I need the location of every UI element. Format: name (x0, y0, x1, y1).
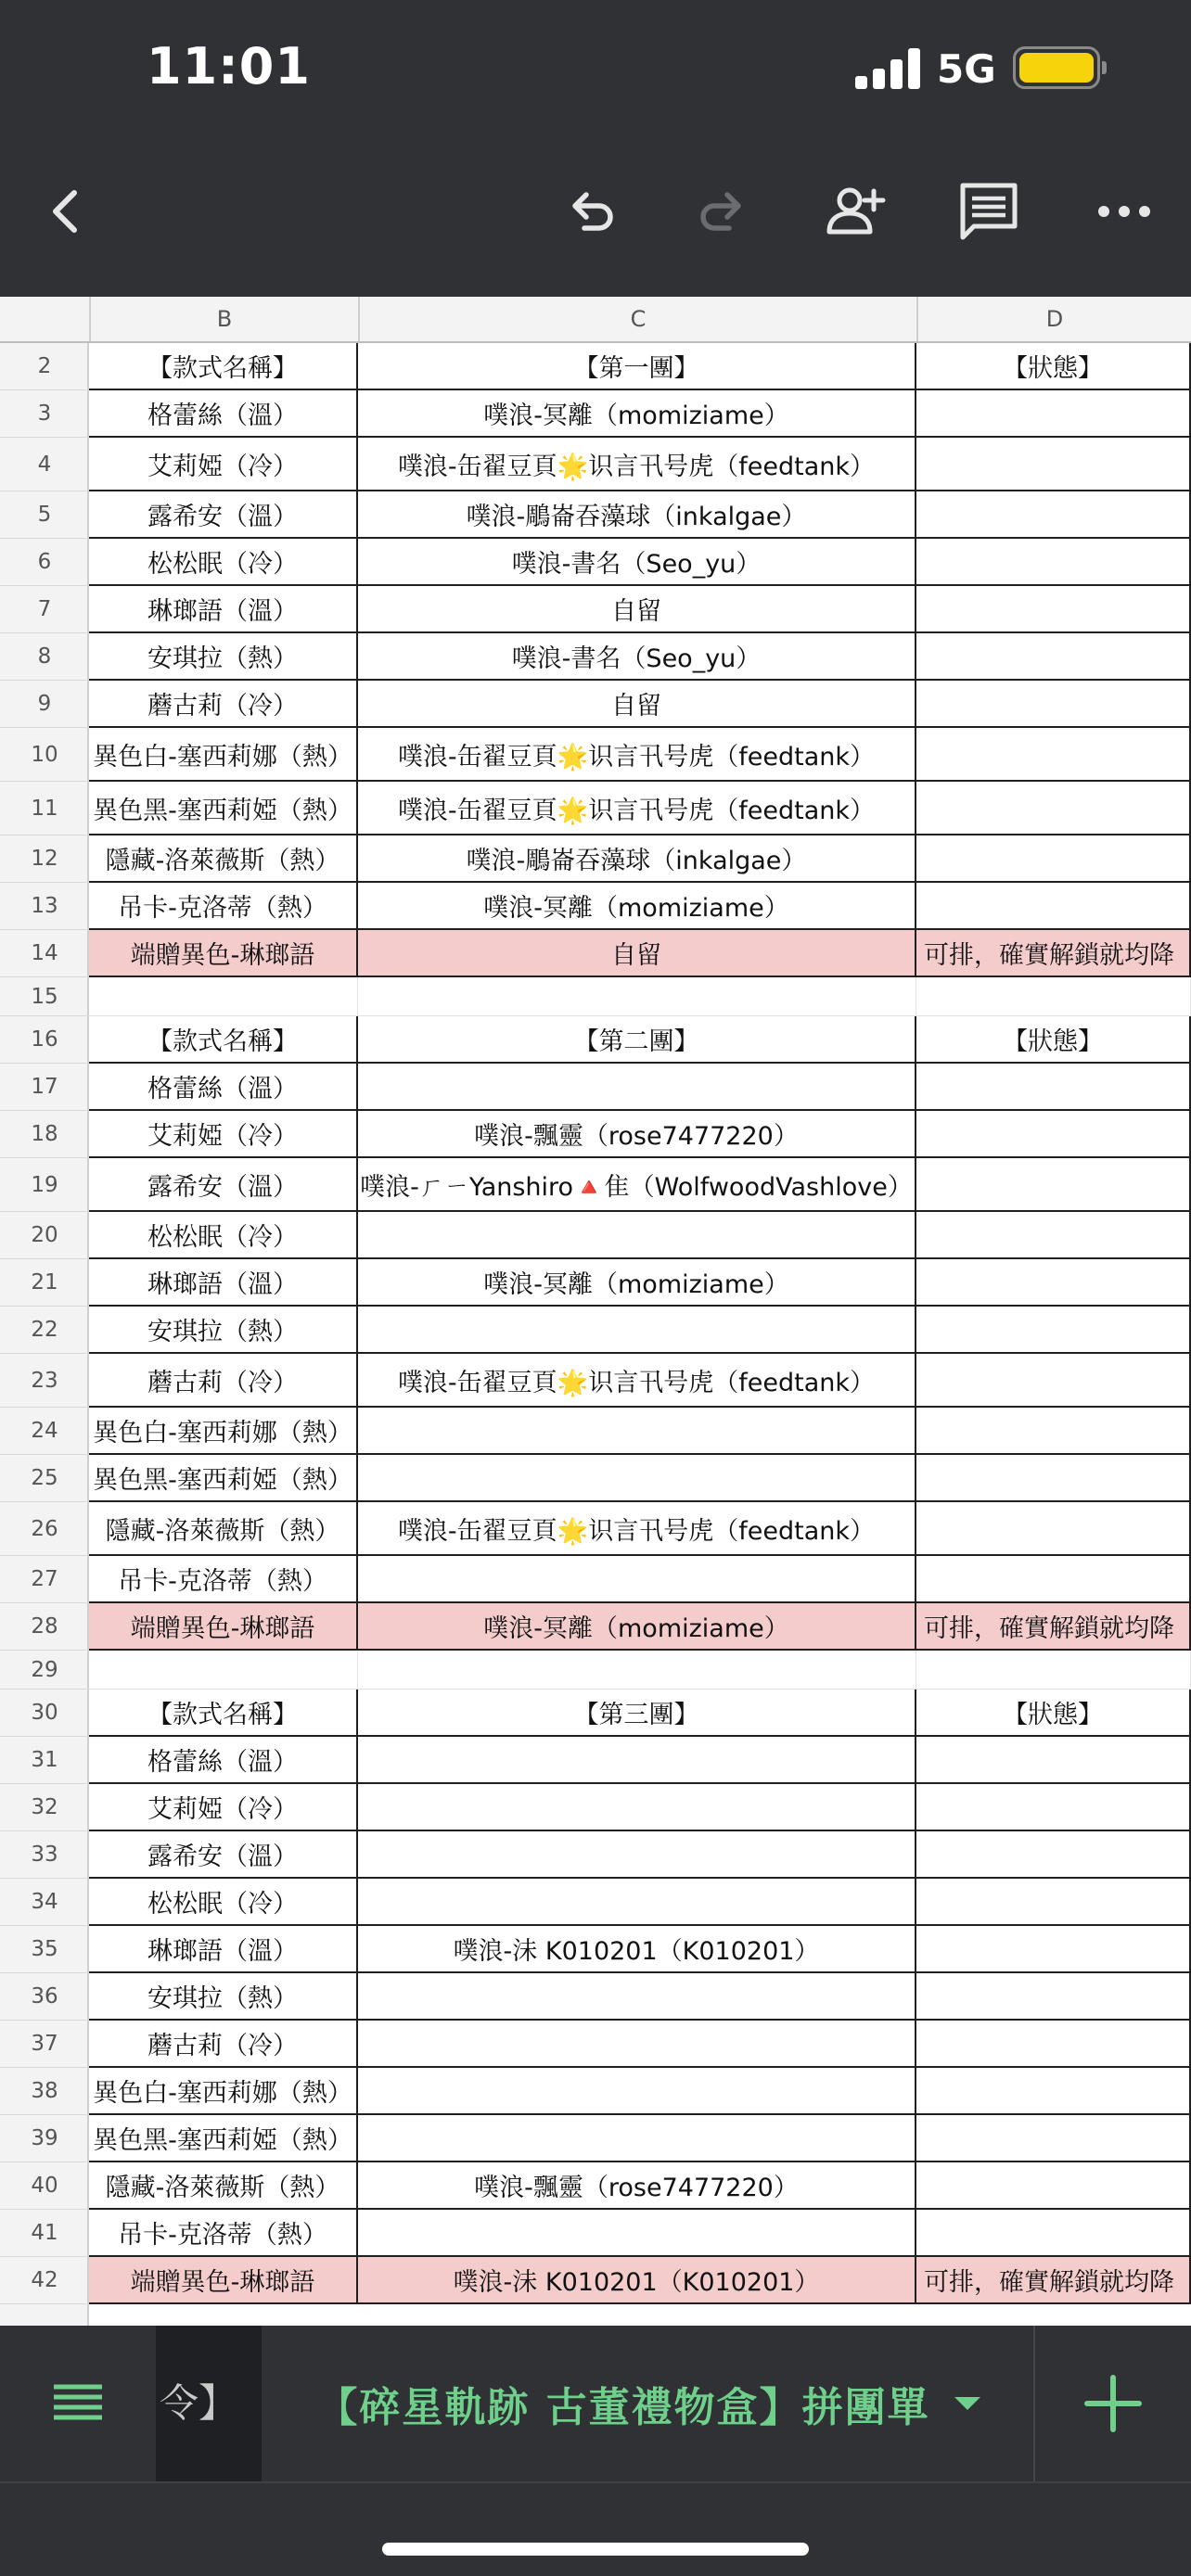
cell-b[interactable]: 安琪拉（熱） (89, 633, 358, 681)
cell-c[interactable]: 【第一團】 (358, 343, 916, 390)
table-row[interactable] (0, 1307, 1191, 1354)
cell-c[interactable]: 噗浪-ㄏㄧYanshiro🔺隹（WolfwoodVashlove） (358, 1158, 916, 1212)
cell-c[interactable] (358, 1408, 916, 1455)
cell-b[interactable]: 異色白-塞西莉娜（熱） (89, 728, 358, 782)
cell-c[interactable] (358, 1879, 916, 1926)
cell-d[interactable] (916, 1831, 1191, 1879)
table-row[interactable] (0, 1354, 1191, 1408)
cell-d[interactable]: 可排，確實解鎖就均降 (916, 2257, 1191, 2304)
active-tab-label: 【碎星軌跡 古董禮物盒】拼團單 (316, 2384, 930, 2431)
table-row[interactable] (0, 586, 1191, 633)
row-number[interactable]: 19 (0, 1158, 89, 1212)
cell-b[interactable]: 露希安（溫） (89, 491, 358, 539)
cell-c[interactable]: 自留 (358, 681, 916, 728)
top-bar (0, 0, 1191, 297)
row-number[interactable]: 39 (0, 2115, 89, 2162)
row-number[interactable]: 2 (0, 343, 89, 390)
cell-b[interactable]: 異色白-塞西莉娜（熱） (89, 1408, 358, 1455)
cell-b[interactable]: 吊卡-克洛蒂（熱） (89, 1556, 358, 1603)
cell-d[interactable] (916, 1408, 1191, 1455)
row-number[interactable]: 24 (0, 1408, 89, 1455)
cell-c[interactable] (358, 2021, 916, 2068)
cell-d[interactable] (916, 977, 1191, 1016)
cell-c[interactable] (358, 2210, 916, 2257)
table-row[interactable] (0, 390, 1191, 438)
home-indicator[interactable] (382, 2543, 809, 2556)
row-number[interactable]: 31 (0, 1737, 89, 1784)
cell-b[interactable]: 【款式名稱】 (89, 1016, 358, 1064)
row-number[interactable]: 14 (0, 930, 89, 977)
column-header-d[interactable]: D (916, 297, 1191, 341)
sheet-rows (0, 343, 1191, 2304)
redo-button[interactable] (690, 178, 757, 245)
row-number[interactable]: 40 (0, 2162, 89, 2210)
tab-previous-sheet[interactable]: 令】 (156, 2326, 262, 2481)
table-row[interactable] (0, 977, 1191, 1016)
row-number[interactable]: 25 (0, 1455, 89, 1502)
more-horizontal-icon (1091, 178, 1158, 245)
cell-c[interactable] (358, 2068, 916, 2115)
cell-d[interactable] (916, 728, 1191, 782)
table-row[interactable] (0, 2068, 1191, 2115)
cell-b[interactable]: 隱藏-洛萊薇斯（熱） (89, 2162, 358, 2210)
chevron-left-icon (33, 178, 100, 245)
row-number[interactable]: 10 (0, 728, 89, 782)
share-button[interactable] (822, 178, 889, 245)
table-row[interactable] (0, 438, 1191, 491)
cell-d[interactable] (916, 2210, 1191, 2257)
cell-c[interactable] (358, 1212, 916, 1259)
cell-d[interactable] (916, 2068, 1191, 2115)
cellular-signal-icon (855, 48, 922, 89)
cell-d[interactable]: 【狀態】 (916, 1016, 1191, 1064)
add-sheet-button[interactable] (1082, 2372, 1145, 2435)
cell-b[interactable]: 安琪拉（熱） (89, 1973, 358, 2021)
row-number[interactable]: 26 (0, 1502, 89, 1556)
cell-d[interactable] (916, 1111, 1191, 1158)
row-number[interactable]: 37 (0, 2021, 89, 2068)
cell-d[interactable] (916, 586, 1191, 633)
table-row[interactable] (0, 1259, 1191, 1307)
redo-icon (690, 178, 757, 245)
table-row[interactable] (0, 1455, 1191, 1502)
cell-d[interactable] (916, 1455, 1191, 1502)
table-row[interactable] (0, 1158, 1191, 1212)
cell-c[interactable] (358, 1737, 916, 1784)
table-row[interactable] (0, 491, 1191, 539)
cell-b[interactable]: 艾莉婭（冷） (89, 1111, 358, 1158)
row-number[interactable]: 11 (0, 782, 89, 835)
cell-b[interactable]: 琳瑯語（溫） (89, 586, 358, 633)
table-row[interactable] (0, 2162, 1191, 2210)
tab-strip (0, 2326, 1191, 2483)
cell-b[interactable]: 露希安（溫） (89, 1831, 358, 1879)
cell-c[interactable]: 噗浪-飄靈（rose7477220） (358, 2162, 916, 2210)
row-number[interactable]: 13 (0, 883, 89, 930)
row-number[interactable]: 6 (0, 539, 89, 586)
table-row[interactable] (0, 2021, 1191, 2068)
cell-c[interactable] (358, 1784, 916, 1831)
sheet-list-button[interactable] (48, 2374, 108, 2433)
cell-d[interactable] (916, 1651, 1191, 1690)
cell-d[interactable] (916, 1212, 1191, 1259)
cell-c[interactable]: 自留 (358, 586, 916, 633)
column-header-b[interactable]: B (89, 297, 358, 341)
cell-b[interactable]: 琳瑯語（溫） (89, 1259, 358, 1307)
cell-d[interactable] (916, 2162, 1191, 2210)
cell-c[interactable]: 噗浪-冥離（momiziame） (358, 1603, 916, 1651)
cell-b[interactable]: 端贈異色-琳瑯語 (89, 2257, 358, 2304)
cell-b[interactable]: 艾莉婭（冷） (89, 1784, 358, 1831)
row-number[interactable]: 7 (0, 586, 89, 633)
battery-icon (1013, 46, 1100, 89)
table-row[interactable] (0, 681, 1191, 728)
row-number[interactable]: 9 (0, 681, 89, 728)
row-number[interactable]: 28 (0, 1603, 89, 1651)
column-header-c[interactable]: C (358, 297, 916, 341)
row-number[interactable]: 12 (0, 835, 89, 883)
table-row[interactable] (0, 835, 1191, 883)
row-number[interactable]: 32 (0, 1784, 89, 1831)
table-row[interactable] (0, 1502, 1191, 1556)
cell-c[interactable]: 噗浪-缶翟豆頁🌟识言卂号虎（feedtank） (358, 438, 916, 491)
column-header-bar (0, 297, 1191, 343)
table-row[interactable] (0, 1879, 1191, 1926)
table-row[interactable] (0, 1784, 1191, 1831)
cell-b[interactable]: 【款式名稱】 (89, 1690, 358, 1737)
table-row[interactable] (0, 1111, 1191, 1158)
tab-active-sheet[interactable] (263, 2326, 1033, 2481)
row-number[interactable]: 23 (0, 1354, 89, 1408)
cell-d[interactable] (916, 1158, 1191, 1212)
cell-d[interactable] (916, 1784, 1191, 1831)
table-row[interactable] (0, 1408, 1191, 1455)
row-number[interactable]: 29 (0, 1651, 89, 1690)
undo-icon (557, 178, 623, 245)
cell-d[interactable] (916, 681, 1191, 728)
cell-c[interactable]: 【第三團】 (358, 1690, 916, 1737)
cell-d[interactable] (916, 2021, 1191, 2068)
cell-d[interactable]: 可排，確實解鎖就均降 (916, 930, 1191, 977)
table-row[interactable] (0, 1690, 1191, 1737)
cell-c[interactable]: 噗浪-鵰崙吞藻球（inkalgae） (358, 835, 916, 883)
undo-button[interactable] (557, 178, 623, 245)
table-row[interactable] (0, 1831, 1191, 1879)
cell-b[interactable]: 端贈異色-琳瑯語 (89, 1603, 358, 1651)
cell-d[interactable] (916, 1354, 1191, 1408)
cell-b[interactable]: 琳瑯語（溫） (89, 1926, 358, 1973)
back-button[interactable] (33, 178, 100, 245)
table-row[interactable] (0, 930, 1191, 977)
cell-c[interactable]: 噗浪-冥離（momiziame） (358, 1259, 916, 1307)
cell-d[interactable] (916, 633, 1191, 681)
table-row[interactable] (0, 883, 1191, 930)
cell-d[interactable] (916, 835, 1191, 883)
tab-divider (1033, 2326, 1035, 2481)
cell-c[interactable]: 自留 (358, 930, 916, 977)
table-row[interactable] (0, 343, 1191, 390)
comment-button[interactable] (955, 178, 1022, 245)
cell-b[interactable]: 松松眠（冷） (89, 1212, 358, 1259)
cell-d[interactable] (916, 2115, 1191, 2162)
cell-d[interactable]: 【狀態】 (916, 343, 1191, 390)
table-row[interactable] (0, 2210, 1191, 2257)
cell-d[interactable] (916, 1973, 1191, 2021)
cell-d[interactable] (916, 491, 1191, 539)
plus-icon (1082, 2372, 1145, 2435)
spreadsheet-grid[interactable] (0, 297, 1191, 2326)
cell-c[interactable]: 噗浪-缶翟豆頁🌟识言卂号虎（feedtank） (358, 728, 916, 782)
cell-b[interactable]: 隱藏-洛萊薇斯（熱） (89, 1502, 358, 1556)
table-row[interactable] (0, 1212, 1191, 1259)
cell-c[interactable] (358, 2115, 916, 2162)
table-row[interactable] (0, 1926, 1191, 1973)
cell-b[interactable]: 【款式名稱】 (89, 343, 358, 390)
status-time: 11:01 (147, 37, 311, 96)
add-person-icon (822, 178, 889, 245)
cell-b[interactable]: 格蕾絲（溫） (89, 390, 358, 438)
table-row[interactable] (0, 728, 1191, 782)
table-row[interactable] (0, 1603, 1191, 1651)
network-type: 5G (937, 46, 996, 92)
cell-b[interactable]: 蘑古莉（冷） (89, 681, 358, 728)
list-menu-icon (48, 2374, 108, 2433)
cell-c[interactable]: 噗浪-書名（Seo_yu） (358, 633, 916, 681)
table-row[interactable] (0, 1737, 1191, 1784)
row-number[interactable]: 3 (0, 390, 89, 438)
comment-icon (955, 178, 1022, 245)
cell-d[interactable]: 【狀態】 (916, 1690, 1191, 1737)
table-row[interactable] (0, 1016, 1191, 1064)
cell-c[interactable]: 噗浪-缶翟豆頁🌟识言卂号虎（feedtank） (358, 1354, 916, 1408)
cell-c[interactable] (358, 1831, 916, 1879)
cell-c[interactable]: 噗浪-缶翟豆頁🌟识言卂号虎（feedtank） (358, 1502, 916, 1556)
cell-d[interactable] (916, 883, 1191, 930)
cell-b[interactable]: 格蕾絲（溫） (89, 1737, 358, 1784)
row-number[interactable]: 38 (0, 2068, 89, 2115)
cell-d[interactable] (916, 1556, 1191, 1603)
cell-d[interactable]: 可排，確實解鎖就均降 (916, 1603, 1191, 1651)
cell-d[interactable] (916, 1307, 1191, 1354)
cell-d[interactable] (916, 390, 1191, 438)
cell-c[interactable] (358, 1556, 916, 1603)
cell-d[interactable] (916, 1259, 1191, 1307)
row-number[interactable]: 16 (0, 1016, 89, 1064)
cell-d[interactable] (916, 1879, 1191, 1926)
cell-c[interactable] (358, 1651, 916, 1690)
cell-b[interactable]: 異色黑-塞西莉婭（熱） (89, 2115, 358, 2162)
row-number[interactable]: 22 (0, 1307, 89, 1354)
cell-b[interactable]: 安琪拉（熱） (89, 1307, 358, 1354)
row-number[interactable]: 27 (0, 1556, 89, 1603)
cell-c[interactable] (358, 1064, 916, 1111)
cell-c[interactable] (358, 1973, 916, 2021)
row-number[interactable]: 36 (0, 1973, 89, 2021)
table-row[interactable] (0, 1556, 1191, 1603)
cell-b[interactable]: 端贈異色-琳瑯語 (89, 930, 358, 977)
cell-b[interactable]: 露希安（溫） (89, 1158, 358, 1212)
cell-c[interactable]: 噗浪-飄靈（rose7477220） (358, 1111, 916, 1158)
row-number[interactable]: 17 (0, 1064, 89, 1111)
cell-b[interactable] (89, 977, 358, 1016)
cell-b[interactable]: 異色黑-塞西莉婭（熱） (89, 1455, 358, 1502)
cell-b[interactable] (89, 1651, 358, 1690)
cell-d[interactable] (916, 1737, 1191, 1784)
sheet-tab-bar (0, 2326, 1191, 2576)
cell-d[interactable] (916, 1502, 1191, 1556)
row-number[interactable]: 21 (0, 1259, 89, 1307)
row-number[interactable]: 34 (0, 1879, 89, 1926)
table-row[interactable] (0, 1973, 1191, 2021)
cell-c[interactable]: 噗浪-冥離（momiziame） (358, 883, 916, 930)
row-number[interactable]: 4 (0, 438, 89, 491)
cell-b[interactable]: 松松眠（冷） (89, 539, 358, 586)
cell-b[interactable]: 異色黑-塞西莉婭（熱） (89, 782, 358, 835)
cell-b[interactable]: 吊卡-克洛蒂（熱） (89, 2210, 358, 2257)
cell-c[interactable]: 噗浪-書名（Seo_yu） (358, 539, 916, 586)
cell-c[interactable] (358, 977, 916, 1016)
cell-d[interactable] (916, 1064, 1191, 1111)
cell-c[interactable]: 噗浪-缶翟豆頁🌟识言卂号虎（feedtank） (358, 782, 916, 835)
cell-b[interactable]: 蘑古莉（冷） (89, 1354, 358, 1408)
cell-c[interactable]: 【第二團】 (358, 1016, 916, 1064)
row-number[interactable]: 35 (0, 1926, 89, 1973)
row-number[interactable]: 8 (0, 633, 89, 681)
cell-d[interactable] (916, 1926, 1191, 1973)
table-row[interactable] (0, 1064, 1191, 1111)
table-row[interactable] (0, 782, 1191, 835)
cell-c[interactable]: 噗浪-冥離（momiziame） (358, 390, 916, 438)
row-number[interactable]: 15 (0, 977, 89, 1016)
cell-d[interactable] (916, 438, 1191, 491)
row-number[interactable]: 42 (0, 2257, 89, 2304)
dropdown-caret-icon[interactable] (954, 2397, 980, 2410)
cell-b[interactable]: 吊卡-克洛蒂（熱） (89, 883, 358, 930)
cell-c[interactable]: 噗浪-沬 K010201（K010201） (358, 2257, 916, 2304)
cell-b[interactable]: 艾莉婭（冷） (89, 438, 358, 491)
table-row[interactable] (0, 633, 1191, 681)
cell-b[interactable]: 格蕾絲（溫） (89, 1064, 358, 1111)
cell-b[interactable]: 隱藏-洛萊薇斯（熱） (89, 835, 358, 883)
row-number[interactable]: 41 (0, 2210, 89, 2257)
row-number[interactable]: 5 (0, 491, 89, 539)
cell-c[interactable] (358, 1307, 916, 1354)
cell-b[interactable]: 異色白-塞西莉娜（熱） (89, 2068, 358, 2115)
table-row[interactable] (0, 539, 1191, 586)
cell-b[interactable]: 松松眠（冷） (89, 1879, 358, 1926)
cell-c[interactable]: 噗浪-沬 K010201（K010201） (358, 1926, 916, 1973)
table-row[interactable] (0, 2115, 1191, 2162)
row-number[interactable]: 20 (0, 1212, 89, 1259)
more-button[interactable] (1091, 178, 1158, 245)
row-number[interactable]: 33 (0, 1831, 89, 1879)
cell-c[interactable]: 噗浪-鵰崙吞藻球（inkalgae） (358, 491, 916, 539)
row-number[interactable]: 18 (0, 1111, 89, 1158)
cell-c[interactable] (358, 1455, 916, 1502)
cell-b[interactable]: 蘑古莉（冷） (89, 2021, 358, 2068)
cell-d[interactable] (916, 539, 1191, 586)
cell-d[interactable] (916, 782, 1191, 835)
table-row[interactable] (0, 2257, 1191, 2304)
table-row[interactable] (0, 1651, 1191, 1690)
row-number[interactable]: 30 (0, 1690, 89, 1737)
